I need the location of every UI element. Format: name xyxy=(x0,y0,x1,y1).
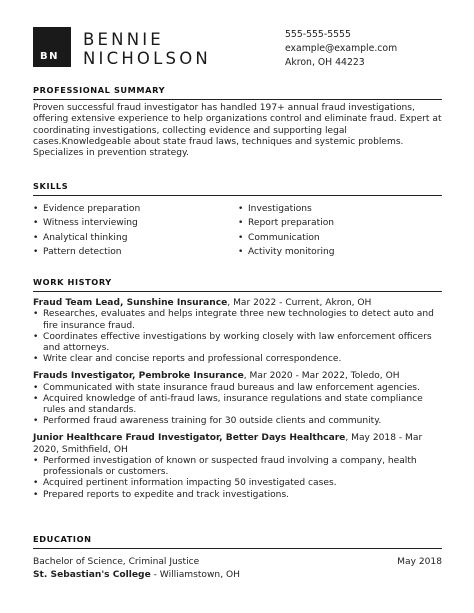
candidate-name xyxy=(83,30,211,68)
education-entry xyxy=(33,556,442,582)
graduation-date: May 2018 xyxy=(397,557,442,567)
skill-item: • Pattern detection xyxy=(33,245,238,259)
work-history-title: WORK HISTORY xyxy=(33,277,442,292)
job-role: Fraud Team Lead xyxy=(33,298,120,308)
job-role: Frauds Investigator xyxy=(33,371,133,382)
school-name: St. Sebastian's College xyxy=(33,570,151,580)
summary-section xyxy=(33,85,442,159)
monogram-text: BN xyxy=(40,51,59,62)
skills-column-left xyxy=(33,202,238,260)
job-heading: Junior Healthcare Fraud Investigator, Better Days Healthcare, May 2018 - Mar 2020, Smithfield, OH xyxy=(33,433,423,455)
job-entry xyxy=(33,371,442,427)
resume-header xyxy=(33,27,443,87)
work-history-section xyxy=(33,277,442,501)
job-bullet: • Performed investigation of known or suspected fraud involving a company, health professionals or customers. xyxy=(33,456,442,478)
skill-item: • Communication xyxy=(238,231,438,245)
skills-grid xyxy=(33,202,442,260)
summary-title: PROFESSIONAL SUMMARY xyxy=(33,85,442,100)
job-bullet: • Communicated with state insurance fraud bureaus and law enforcement agencies. xyxy=(33,383,442,394)
job-company: Sunshine Insurance xyxy=(126,298,228,308)
degree: Bachelor of Science, Criminal Justice xyxy=(33,557,200,567)
job-bullets xyxy=(33,456,442,501)
skill-item: • Report preparation xyxy=(238,216,438,230)
job-bullet: • Acquired knowledge of anti-fraud laws, insurance regulations and state compliance rules and standards. xyxy=(33,394,442,416)
job-bullet: • Coordinates effective investigations by working closely with law enforcement officers and attorneys. xyxy=(33,332,442,354)
job-company: Better Days Healthcare xyxy=(225,433,346,444)
job-details: , Mar 2022 - Current, Akron, OH xyxy=(227,298,372,308)
job-bullet: • Performed fraud awareness training for 30 outside clients and community. xyxy=(33,416,442,427)
monogram-badge xyxy=(33,27,71,67)
job-bullet: • Researches, evaluates and helps integrate three new technologies to detect auto and fire insurance fraud. xyxy=(33,309,442,331)
skill-item: • Evidence preparation xyxy=(33,202,238,216)
school-location: - Williamstown, OH xyxy=(150,570,240,580)
skills-title: SKILLS xyxy=(33,181,442,196)
skills-column-right xyxy=(238,202,438,260)
job-details: , Mar 2020 - Mar 2022, Toledo, OH xyxy=(243,371,400,382)
contact-info xyxy=(285,28,397,70)
school-line xyxy=(33,569,442,582)
skill-item: • Analytical thinking xyxy=(33,231,238,245)
job-role: Junior Healthcare Fraud Investigator xyxy=(33,433,220,444)
email: example@example.com xyxy=(285,43,398,54)
job-heading: Frauds Investigator, Pembroke Insurance, Mar 2020 - Mar 2022, Toledo, OH xyxy=(33,371,400,382)
education-title: EDUCATION xyxy=(33,534,442,549)
job-bullet: • Prepared reports to expedite and track investigations. xyxy=(33,490,442,501)
job-bullets xyxy=(33,383,442,428)
job-bullet: • Write clear and concise reports and professional correspondence. xyxy=(33,354,442,365)
job-bullet: • Acquired pertinent information impacting 50 investigated cases. xyxy=(33,478,442,489)
job-company: Pembroke Insurance xyxy=(138,371,244,382)
job-bullets xyxy=(33,309,442,365)
skill-item: • Activity monitoring xyxy=(238,245,438,259)
education-section xyxy=(33,534,442,582)
location: Akron, OH 44223 xyxy=(285,57,365,68)
job-entry xyxy=(33,433,442,500)
skill-item: • Investigations xyxy=(238,202,438,216)
last-name: NICHOLSON xyxy=(83,49,211,68)
skills-section xyxy=(33,181,442,260)
skill-item: • Witness interviewing xyxy=(33,216,238,230)
phone: 555-555-5555 xyxy=(285,29,351,40)
job-entry xyxy=(33,298,442,365)
first-name: BENNIE xyxy=(83,30,164,49)
summary-text: Proven successful fraud investigator has handled 197+ annual fraud investigations, offering extensive experience to help organizations control and eliminate fraud. Expert at coordinating investigations, collecting evidence and supporting legal cases.Knowledgeable about state fraud laws, techniques and systemic problems. Specializes in prevention strategy. xyxy=(33,103,442,159)
job-details: , May 2018 - Mar 2020, Smithfield, OH xyxy=(33,433,423,455)
job-heading: Fraud Team Lead, Sunshine Insurance, Mar 2022 - Current, Akron, OH xyxy=(33,298,372,308)
